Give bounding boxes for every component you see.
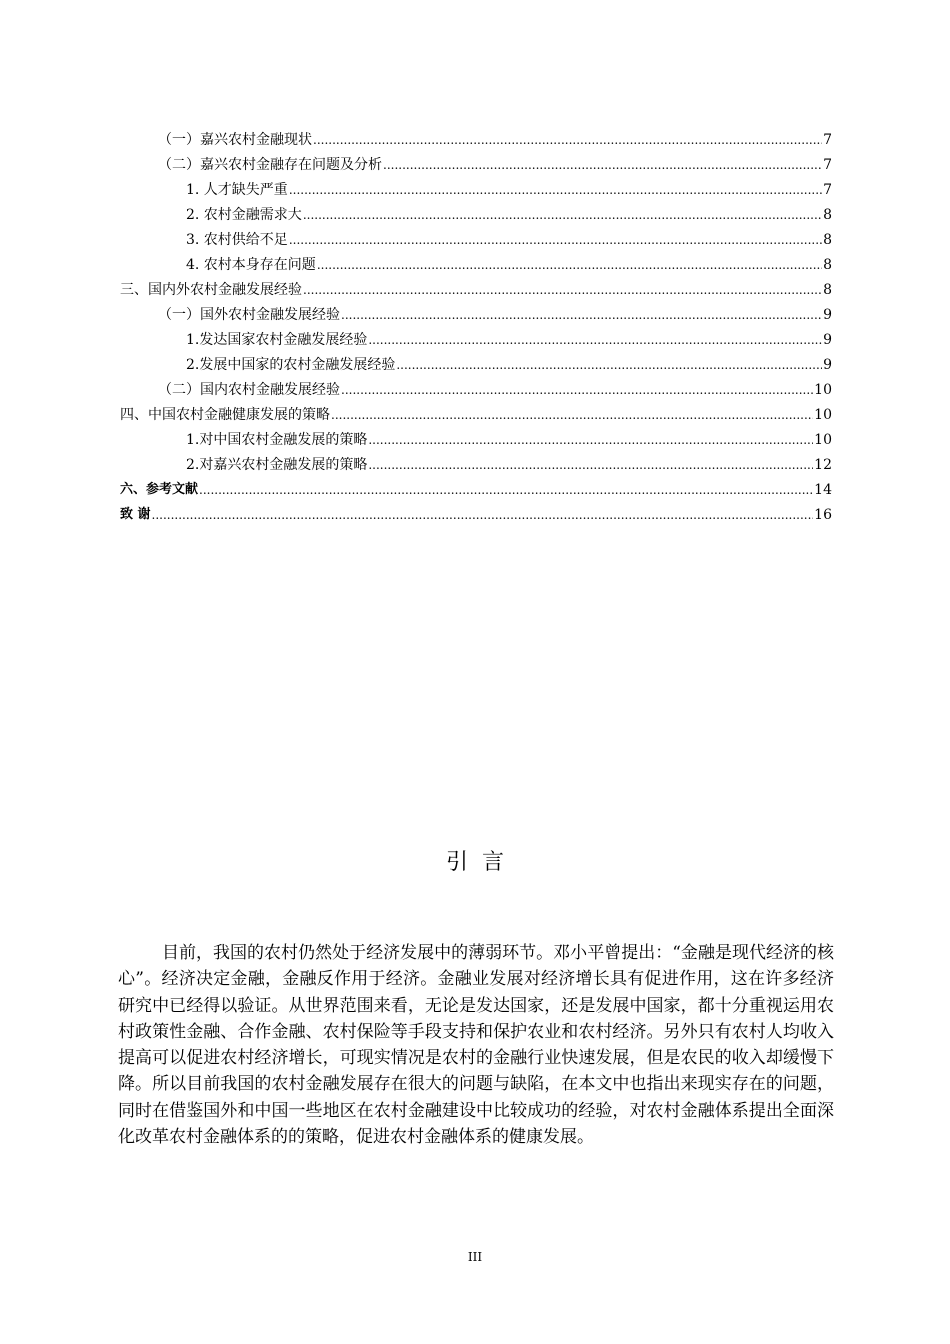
toc-entry-page: 8 — [823, 207, 832, 223]
toc-entry-title: 四、中国农村金融健康发展的策略 — [120, 407, 330, 423]
toc-entry-page: 8 — [823, 232, 832, 248]
toc-entry-title: 2. 农村金融需求大 — [186, 207, 302, 223]
toc-entry-page: 9 — [823, 332, 832, 348]
toc-entry[interactable] — [120, 174, 832, 199]
toc-entry-page: 14 — [814, 482, 832, 498]
toc-entry-page: 10 — [814, 382, 832, 398]
toc-entry-title: 3. 农村供给不足 — [186, 232, 288, 248]
toc-dot-leader — [368, 331, 822, 349]
toc-entry[interactable] — [120, 324, 832, 349]
toc-dot-leader — [383, 156, 822, 174]
toc-entry-page: 8 — [823, 257, 832, 273]
table-of-contents — [120, 124, 832, 524]
toc-entry-page: 8 — [823, 282, 832, 298]
toc-entry-page: 10 — [814, 432, 832, 448]
toc-entry-title: （二）国内农村金融发展经验 — [158, 382, 340, 398]
toc-dot-leader — [152, 506, 814, 524]
toc-dot-leader — [317, 256, 822, 274]
toc-dot-leader — [396, 356, 822, 374]
toc-entry-title: （一）国外农村金融发展经验 — [158, 307, 340, 323]
toc-entry-page: 9 — [823, 307, 832, 323]
toc-entry[interactable] — [120, 399, 832, 424]
intro-paragraph: 目前，我国的农村仍然处于经济发展中的薄弱环节。邓小平曾提出：“金融是现代经济的核心”。经济决定金融，金融反作用于经济。金融业发展对经济增长具有促进作用，这在许多经济研究中已经得以验证。从世界范围来看，无论是发达国家，还是发展中国家，都十分重视运用农村政策性金融、合作金融、农村保险等手段支持和保护农业和农村经济。另外只有农村人均收入提高可以促进农村经济增长，可现实情况是农村的金融行业快速发展，但是农民的收入却缓慢下降。所以目前我国的农村金融发展存在很大的问题与缺陷，在本文中也指出来现实存在的问题，同时在借鉴国外和中国一些地区在农村金融建设中比较成功的经验，对农村金融体系提出全面深化改革农村金融体系的的策略，促进农村金融体系的健康发展。 — [118, 943, 834, 1148]
toc-entry-page: 16 — [814, 507, 832, 523]
toc-entry-title: 2.发展中国家的农村金融发展经验 — [186, 357, 396, 373]
toc-entry-page: 7 — [823, 132, 832, 148]
section-title: 引言 — [445, 850, 518, 875]
toc-entry-title: （一）嘉兴农村金融现状 — [158, 132, 312, 148]
toc-entry-title: 2.对嘉兴农村金融发展的策略 — [186, 457, 368, 473]
toc-dot-leader — [341, 306, 822, 324]
toc-entry[interactable] — [120, 124, 832, 149]
toc-dot-leader — [303, 206, 822, 224]
toc-dot-leader — [331, 406, 813, 424]
toc-dot-leader — [199, 481, 813, 499]
toc-entry-page: 7 — [823, 157, 832, 173]
toc-dot-leader — [313, 131, 822, 149]
toc-entry-title: 1.对中国农村金融发展的策略 — [186, 432, 368, 448]
toc-entry[interactable] — [120, 224, 832, 249]
toc-dot-leader — [303, 281, 822, 299]
toc-entry[interactable] — [120, 349, 832, 374]
toc-entry-page: 10 — [814, 407, 832, 423]
toc-entry[interactable] — [120, 424, 832, 449]
toc-entry[interactable] — [120, 274, 832, 299]
toc-entry[interactable] — [120, 249, 832, 274]
toc-entry[interactable] — [120, 374, 832, 399]
toc-entry-page: 9 — [823, 357, 832, 373]
toc-entry[interactable] — [120, 499, 832, 524]
toc-entry-title: 1. 人才缺失严重 — [186, 182, 288, 198]
toc-entry-title: （二）嘉兴农村金融存在问题及分析 — [158, 157, 382, 173]
toc-dot-leader — [368, 456, 813, 474]
toc-entry-title: 4. 农村本身存在问题 — [186, 257, 316, 273]
toc-entry-title: 三、国内外农村金融发展经验 — [120, 282, 302, 298]
toc-entry[interactable] — [120, 149, 832, 174]
toc-entry[interactable] — [120, 449, 832, 474]
toc-entry-page: 12 — [814, 457, 832, 473]
toc-entry-page: 7 — [823, 182, 832, 198]
toc-entry-title: 1.发达国家农村金融发展经验 — [186, 332, 368, 348]
toc-entry-title: 六、参考文献 — [120, 482, 199, 497]
page-number: III — [467, 1250, 483, 1264]
toc-dot-leader — [289, 231, 822, 249]
toc-entry[interactable] — [120, 299, 832, 324]
toc-entry[interactable] — [120, 199, 832, 224]
toc-dot-leader — [341, 381, 813, 399]
toc-entry[interactable] — [120, 474, 832, 499]
toc-dot-leader — [289, 181, 822, 199]
toc-entry-title: 致 谢 — [120, 507, 151, 522]
toc-dot-leader — [368, 431, 813, 449]
